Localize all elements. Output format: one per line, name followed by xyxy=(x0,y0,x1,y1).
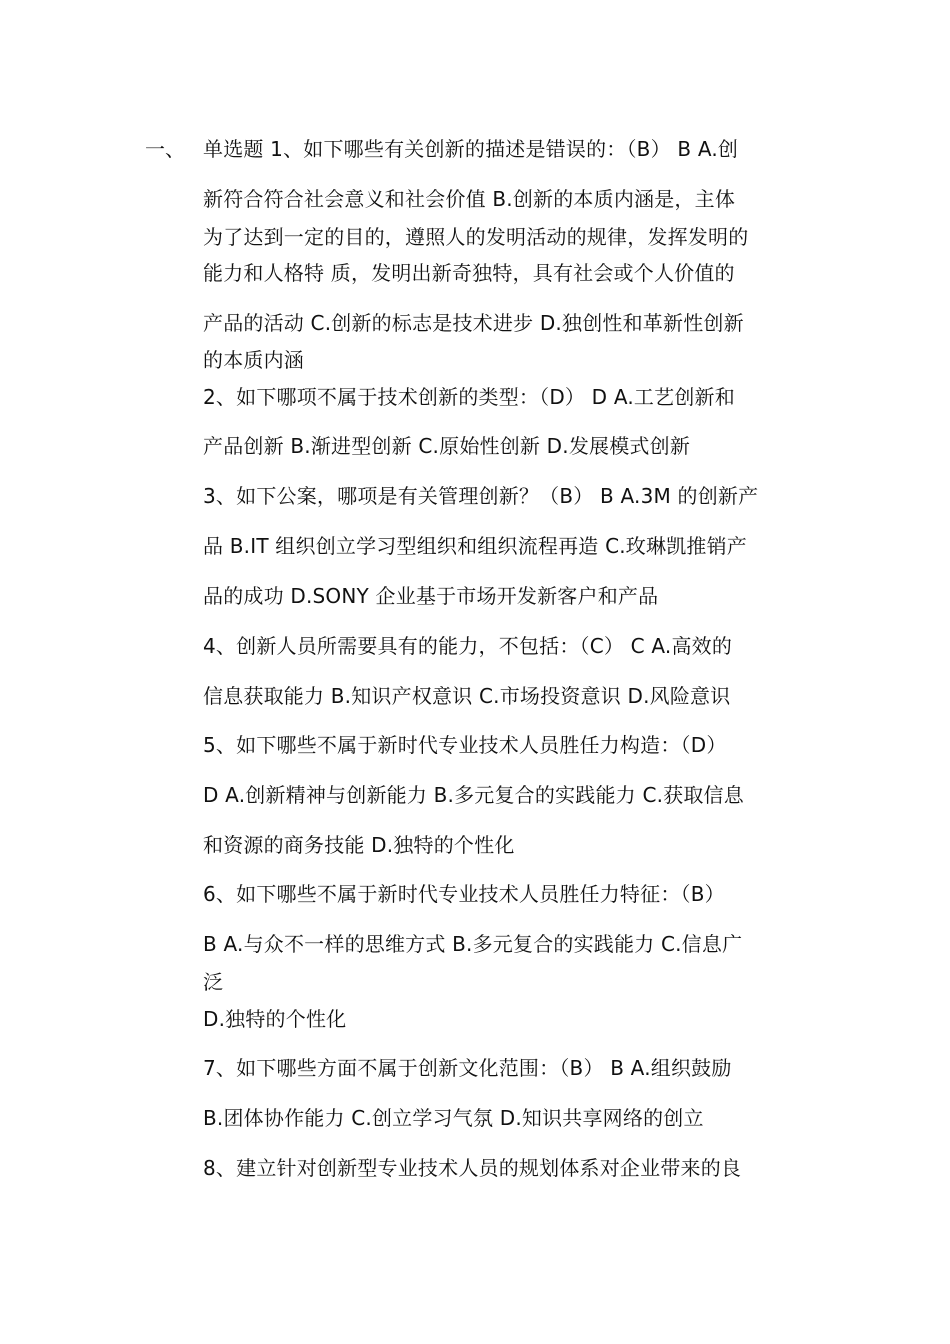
text-line: 产品创新 B.渐进型创新 C.原始性创新 D.发展模式创新 xyxy=(203,434,691,458)
text-line: 7、如下哪些方面不属于创新文化范围：（B） B A.组织鼓励 xyxy=(203,1056,732,1080)
text-line: 的本质内涵 xyxy=(203,348,304,372)
text-line: 信息获取能力 B.知识产权意识 C.市场投资意识 D.风险意识 xyxy=(203,684,731,708)
text-line: 8、建立针对创新型专业技术人员的规划体系对企业带来的良 xyxy=(203,1156,742,1180)
text-line: 6、如下哪些不属于新时代专业技术人员胜任力特征：（B） xyxy=(203,882,725,906)
text-line: 能力和人格特 质，发明出新奇独特，具有社会或个人价值的 xyxy=(203,261,735,285)
text-line: D A.创新精神与创新能力 B.多元复合的实践能力 C.获取信息 xyxy=(203,783,744,807)
text-line: D.独特的个性化 xyxy=(203,1007,347,1031)
text-line: 新符合符合社会意义和社会价值 B.创新的本质内涵是，主体 xyxy=(203,187,736,211)
text-line: 单选题 1、如下哪些有关创新的描述是错误的：（B） B A.创 xyxy=(203,137,739,161)
text-line: 品 B.IT 组织创立学习型组织和组织流程再造 C.玫琳凯推销产 xyxy=(203,534,747,558)
text-line: B.团体协作能力 C.创立学习气氛 D.知识共享网络的创立 xyxy=(203,1106,704,1130)
text-line: 产品的活动 C.创新的标志是技术进步 D.独创性和革新性创新 xyxy=(203,311,744,335)
text-line: 2、如下哪项不属于技术创新的类型：（D） D A.工艺创新和 xyxy=(203,385,735,409)
text-line: B A.与众不一样的思维方式 B.多元复合的实践能力 C.信息广 xyxy=(203,932,743,956)
text-line: 4、创新人员所需要具有的能力，不包括：（C） C A.高效的 xyxy=(203,634,733,658)
text-line: 3、如下公案，哪项是有关管理创新？（B） B A.3M 的创新产 xyxy=(203,484,759,508)
text-line: 和资源的商务技能 D.独特的个性化 xyxy=(203,833,515,857)
text-line: 为了达到一定的目的，遵照人的发明活动的规律，发挥发明的 xyxy=(203,225,749,249)
text-line: 5、如下哪些不属于新时代专业技术人员胜任力构造：（D） xyxy=(203,733,727,757)
section-number: 一、 xyxy=(145,137,185,161)
text-line: 品的成功 D.SONY 企业基于市场开发新客户和产品 xyxy=(203,584,659,608)
text-line: 泛 xyxy=(203,970,224,994)
